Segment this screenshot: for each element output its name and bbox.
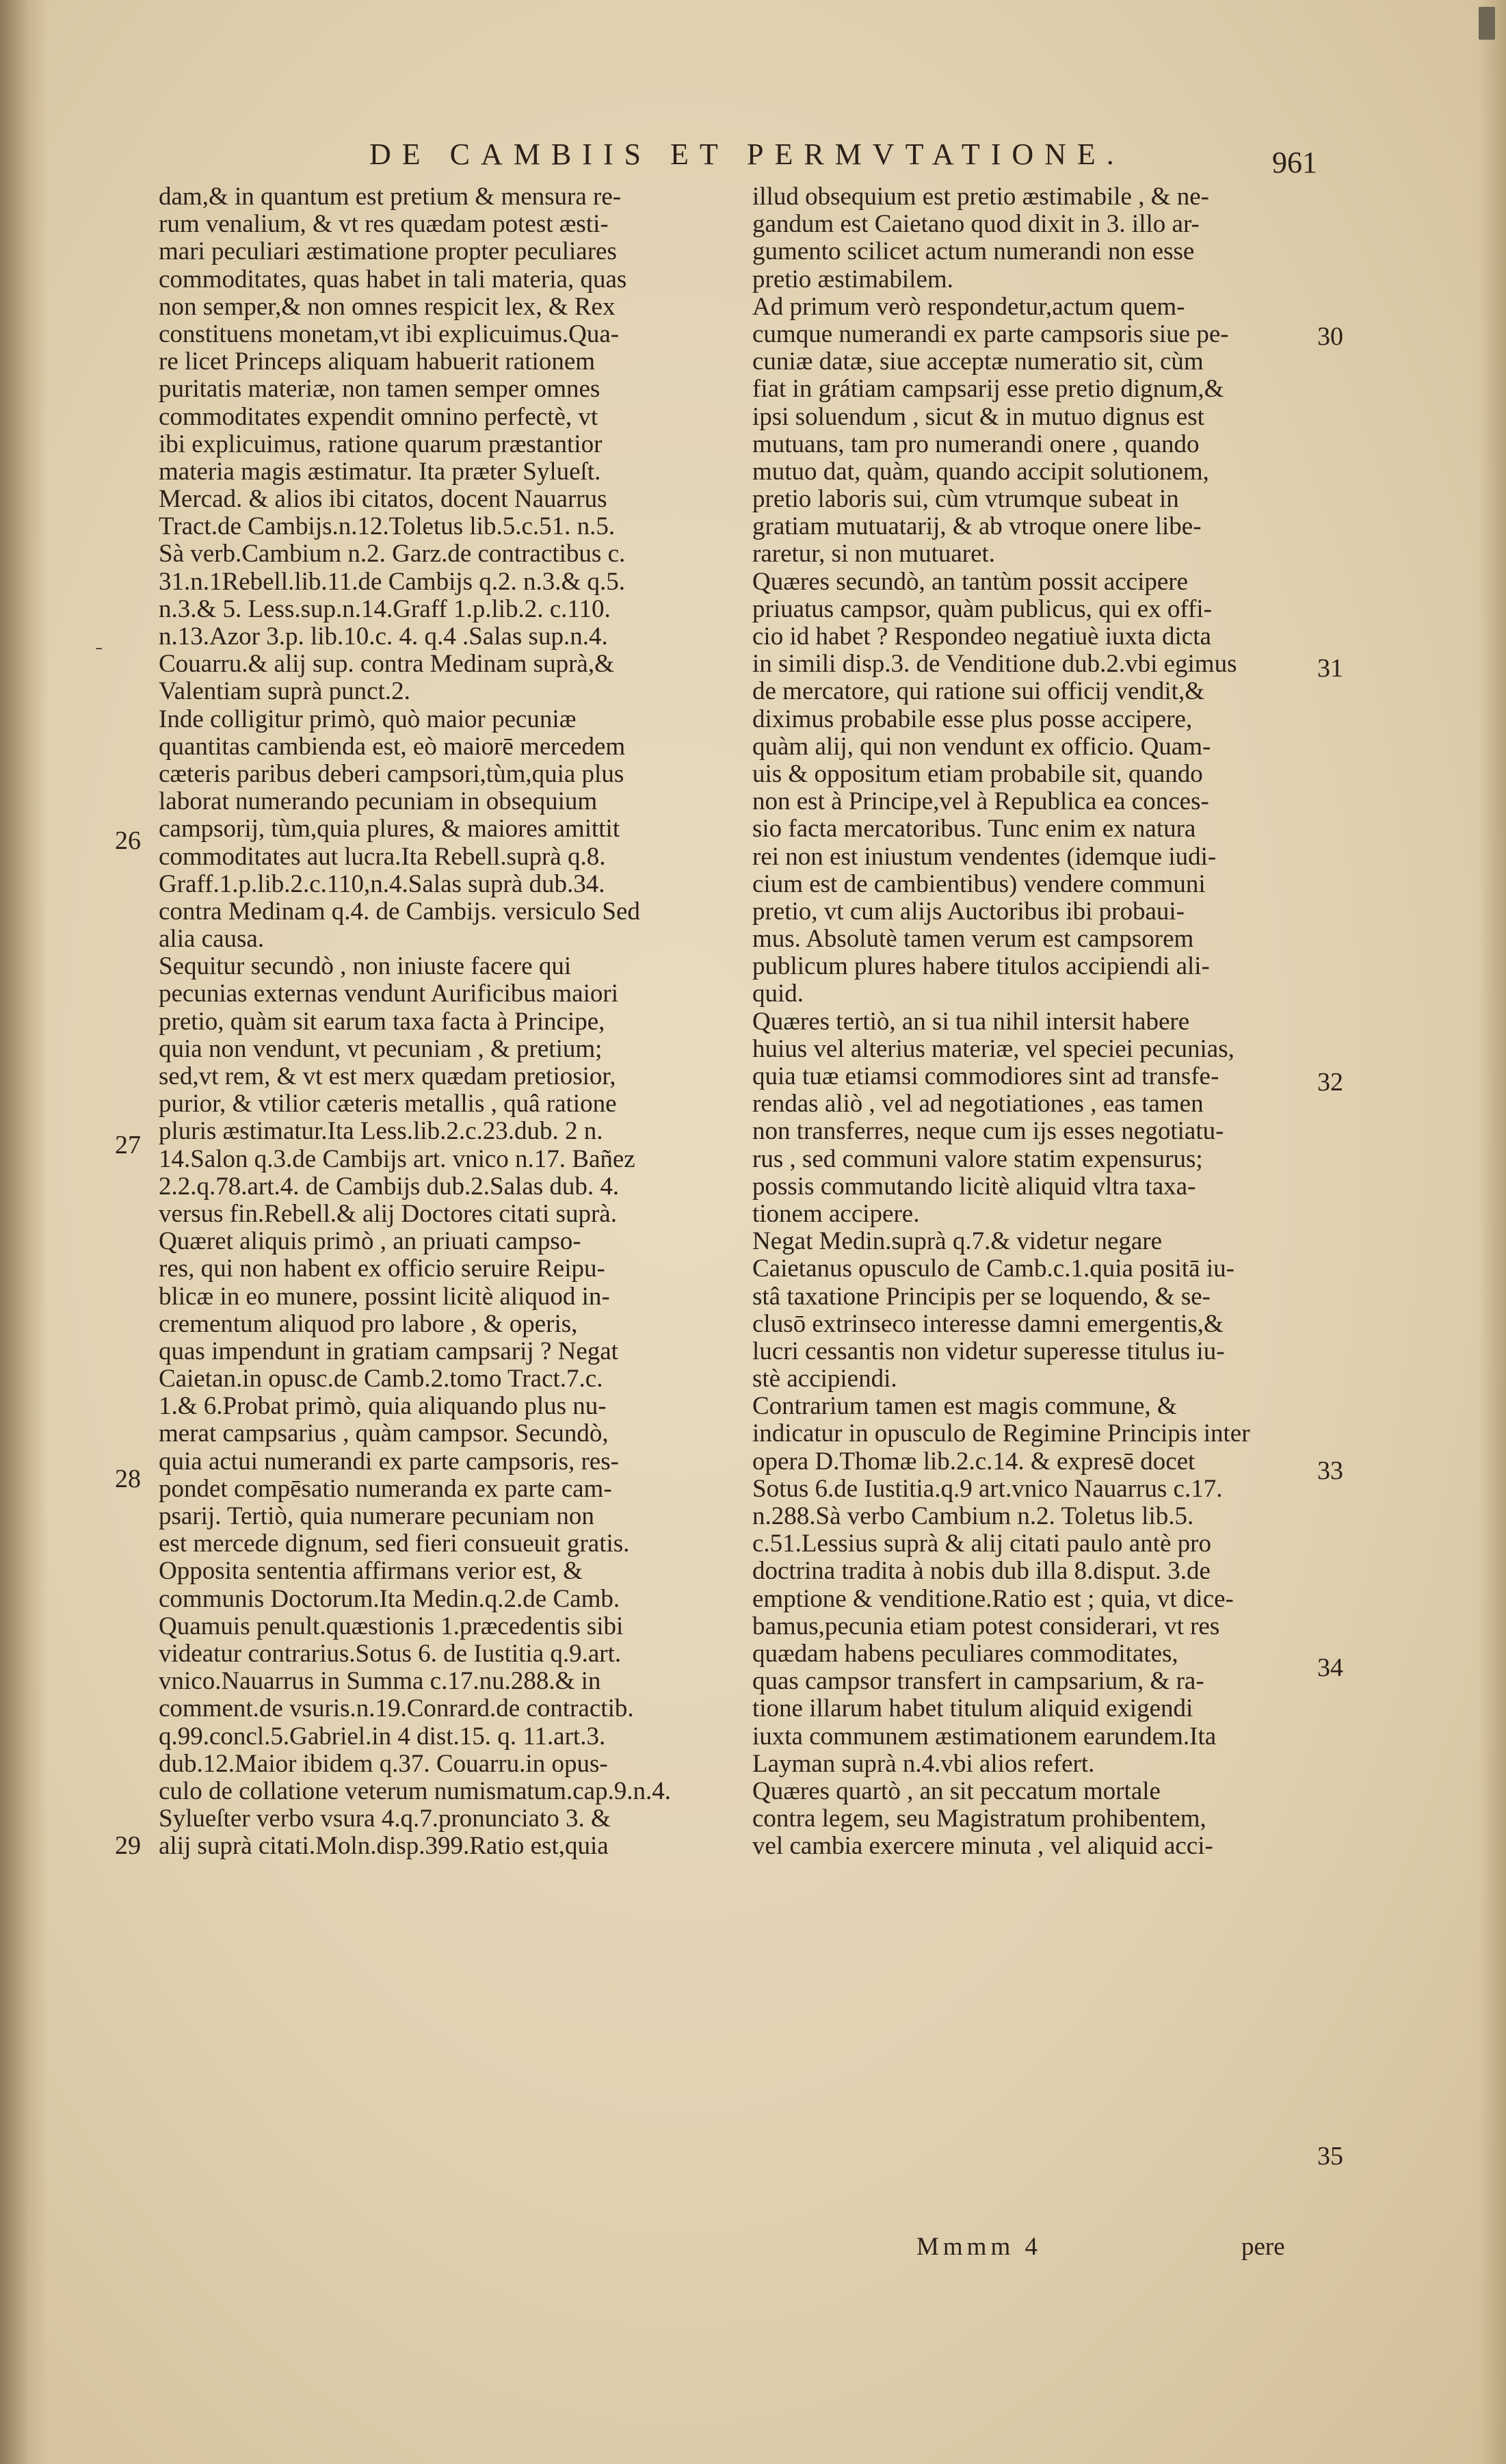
margin-number: 27 [115, 1131, 141, 1159]
text-line: diximus probabile esse plus posse accipere, [752, 705, 1193, 733]
text-line: doctrina tradita à nobis dub illa 8.disput. 3.de [752, 1558, 1211, 1586]
text-line: res, qui non habent ex officio seruire Reipu- [159, 1255, 605, 1283]
text-line: Quæres tertiò, an si tua nihil intersit habere [752, 1008, 1190, 1036]
text-line: rendas aliò , vel ad negotiationes , eas tamen [752, 1090, 1204, 1118]
text-line: Sylueſter verbo vsura 4.q.7.pronunciato 3. & [159, 1805, 611, 1833]
text-line: comment.de vsuris.n.19.Conrard.de contractib. [159, 1695, 634, 1723]
text-line: quàm alij, qui non vendunt ex officio. Quam- [752, 733, 1211, 761]
text-line: psarij. Tertiò, quia numerare pecuniam non [159, 1503, 594, 1530]
text-line: cumque numerandi ex parte campsoris siue pe- [752, 320, 1229, 348]
text-line: iuxta communem æstimationem earundem.Ita [752, 1722, 1217, 1751]
text-line: constituens monetam,vt ibi explicuimus.Qua- [159, 320, 620, 348]
text-line: pretio æstimabilem. [752, 265, 953, 293]
text-line: mutuo dat, quàm, quando accipit solutionem, [752, 458, 1209, 486]
text-line: contra Medinam q.4. de Cambijs. versiculo Sed [159, 897, 640, 926]
text-line: cium est de cambientibus) vendere communi [752, 870, 1206, 898]
text-line: fiat in grátiam campsarij esse pretio dignum,& [752, 376, 1224, 404]
margin-number: 31 [1317, 654, 1343, 683]
text-line: opera D.Thomæ lib.2.c.14. & expresē docet [752, 1447, 1195, 1476]
text-line: est mercede dignum, sed fieri consueuit gratis. [159, 1530, 630, 1558]
text-line: rum venalium, & vt res quædam potest æsti- [159, 211, 609, 239]
text-line: gratiam mutuatarij, & ab vtroque onere libe- [752, 513, 1202, 541]
text-line: Ad primum verò respondetur,actum quem- [752, 293, 1185, 321]
text-line: alij suprà citati.Moln.disp.399.Ratio est,quia [159, 1833, 609, 1861]
text-line: quas campsor transfert in campsarium, & ra- [752, 1668, 1204, 1696]
text-line: quia non vendunt, vt pecuniam , & pretium; [159, 1035, 603, 1063]
text-line: Mercad. & alios ibi citatos, docent Nauarrus [159, 486, 607, 514]
text-line: commoditates expendit omnino perfectè, vt [159, 403, 598, 431]
page-number: 961 [1272, 146, 1317, 179]
text-line: Sotus 6.de Iustitia.q.9 art.vnico Nauarrus c.17. [752, 1475, 1223, 1503]
text-line: Quamuis penult.quæstionis 1.præcedentis sibi [159, 1612, 624, 1640]
text-line: tionem accipere. [752, 1200, 920, 1228]
text-line: dub.12.Maior ibidem q.37. Couarru.in opus- [159, 1750, 608, 1778]
text-line: publicum plures habere titulos accipiendi ali- [752, 953, 1210, 981]
text-line: 1.& 6.Probat primò, quia aliquando plus nu- [159, 1393, 607, 1421]
text-line: vel cambia exercere minuta , vel aliquid acci- [752, 1833, 1213, 1861]
text-line: Tract.de Cambijs.n.12.Toletus lib.5.c.51. n.5. [159, 513, 616, 541]
text-line: Sequitur secundò , non iniuste facere qui [159, 953, 572, 981]
text-line: versus fin.Rebell.& alij Doctores citati suprà. [159, 1200, 617, 1228]
text-line: purior, & vtilior cæteris metallis , quâ ratione [159, 1090, 617, 1118]
text-line: mus. Absolutè tamen verum est campsorem [752, 926, 1194, 954]
text-line: crementum aliquod pro labore , & operis, [159, 1310, 578, 1338]
text-line: c.51.Lessius suprà & alij citati paulo antè pro [752, 1530, 1211, 1558]
text-line: possis commutando licitè aliquid vltra taxa- [752, 1172, 1196, 1201]
text-line: Valentiam suprà punct.2. [159, 678, 410, 706]
text-line: Quæres secundò, an tantùm possit accipere [752, 568, 1189, 596]
text-line: re licet Princeps aliquam habuerit rationem [159, 348, 596, 376]
text-line: 2.2.q.78.art.4. de Cambijs dub.2.Salas dub. 4. [159, 1172, 620, 1201]
text-line: pondet compēsatio numeranda ex parte cam- [159, 1475, 612, 1503]
page-gutter-shadow [0, 0, 48, 2464]
text-line: clusō extrinseco interesse damni emergentis,& [752, 1310, 1224, 1338]
text-line: Quæret aliquis primò , an priuati campso- [159, 1228, 581, 1256]
running-head: DE CAMBIIS ET PERMVTATIONE. [369, 137, 1125, 171]
text-line: pluris æstimatur.Ita Less.lib.2.c.23.dub. 2 n. [159, 1118, 603, 1146]
text-line: sed,vt rem, & vt est merx quædam pretiosior, [159, 1063, 616, 1090]
text-line: laborat numerando pecuniam in obsequium [159, 788, 598, 816]
text-line: de mercatore, qui ratione sui officij vendit,& [752, 678, 1204, 706]
text-line: mari peculiari æstimatione propter peculiares [159, 238, 617, 266]
text-line: videatur contrarius.Sotus 6. de Iustitia q.9.art. [159, 1640, 622, 1668]
margin-number: 34 [1317, 1653, 1343, 1682]
text-line: cio id habet ? Respondeo negatiuè iuxta dicta [752, 623, 1211, 651]
text-line: vnico.Nauarrus in Summa c.17.nu.288.& in [159, 1668, 601, 1696]
text-line: pretio laboris sui, cùm vtrumque subeat in [752, 486, 1179, 514]
text-line: Graff.1.p.lib.2.c.110,n.4.Salas suprà dub.34. [159, 870, 605, 898]
text-line: uis & oppositum etiam probabile sit, quando [752, 760, 1203, 788]
text-line: pecunias externas vendunt Aurificibus maiori [159, 980, 618, 1008]
text-line: Contrarium tamen est magis commune, & [752, 1393, 1177, 1421]
text-line: ipsi soluendum , sicut & in mutuo dignus est [752, 403, 1204, 431]
text-line: raretur, si non mutuaret. [752, 540, 996, 568]
left-text-column [159, 183, 721, 1860]
text-line: quia tuæ etiamsi commodiores sint ad transfe- [752, 1063, 1219, 1090]
text-line: Caietanus opusculo de Camb.c.1.quia positā iu- [752, 1255, 1234, 1283]
text-line: bamus,pecunia etiam potest considerari, vt res [752, 1612, 1220, 1640]
text-line: non semper,& non omnes respicit lex, & Rex [159, 293, 616, 321]
text-line: huius vel alterius materiæ, vel speciei pecunias, [752, 1035, 1234, 1063]
margin-number: 33 [1317, 1456, 1343, 1485]
text-line: quas impendunt in gratiam campsarij ? Negat [159, 1337, 618, 1365]
text-line: non est à Principe,vel à Republica ea conces- [752, 788, 1209, 816]
text-line: Sà verb.Cambium n.2. Garz.de contractibus c. [159, 540, 626, 568]
text-line: in simili disp.3. de Venditione dub.2.vbi egimus [752, 651, 1237, 679]
text-line: Caietan.in opusc.de Camb.2.tomo Tract.7.c. [159, 1365, 603, 1393]
margin-number: 26 [115, 826, 141, 855]
text-line: rei non est iniustum vendentes (idemque iudi- [752, 843, 1217, 871]
text-line: puritatis materiæ, non tamen semper omnes [159, 376, 600, 404]
text-line: pretio, vt cum alijs Auctoribus ibi probaui- [752, 897, 1185, 926]
text-line: Couarru.& alij sup. contra Medinam suprà,& [159, 651, 614, 679]
scan-corner-mark [1479, 7, 1495, 40]
margin-number: 29 [115, 1831, 141, 1860]
text-line: Negat Medin.suprà q.7.& videtur negare [752, 1228, 1163, 1256]
text-line: Layman suprà n.4.vbi alios refert. [752, 1750, 1095, 1778]
margin-number: 28 [115, 1465, 141, 1493]
text-line: cuniæ datæ, siue acceptæ numeratio sit, cùm [752, 348, 1204, 376]
text-line: commoditates aut lucra.Ita Rebell.suprà q.8. [159, 843, 606, 871]
text-line: quantitas cambienda est, eò maiorē mercedem [159, 733, 626, 761]
text-line: n.13.Azor 3.p. lib.10.c. 4. q.4 .Salas sup.n.4. [159, 623, 608, 651]
text-line: blicæ in eo munere, possint licitè aliquod in- [159, 1283, 610, 1311]
text-line: cæteris paribus deberi campsori,tùm,quia plus [159, 760, 624, 788]
text-line: illud obsequium est pretio æstimabile , & ne- [752, 183, 1209, 211]
text-line: sio facta mercatoribus. Tunc enim ex natura [752, 815, 1196, 843]
text-line: emptione & venditione.Ratio est ; quia, vt dice- [752, 1585, 1234, 1613]
signature-mark: Mmmm 4 [916, 2233, 1042, 2261]
margin-number: 30 [1317, 322, 1343, 351]
text-line: q.99.concl.5.Gabriel.in 4 dist.15. q. 11.art.3. [159, 1722, 606, 1751]
text-line: merat campsarius , quàm campsor. Secundò, [159, 1420, 609, 1448]
text-line: materia magis æstimatur. Ita præter Sylueſt. [159, 458, 601, 486]
text-line: 14.Salon q.3.de Cambijs art. vnico n.17. Bañez [159, 1145, 635, 1173]
page-edge-shadow [1479, 0, 1506, 2464]
text-line: contra legem, seu Magistratum prohibentem, [752, 1805, 1206, 1833]
text-line: Inde colligitur primò, quò maior pecuniæ [159, 705, 577, 733]
text-line: Opposita sententia affirmans verior est, & [159, 1558, 583, 1586]
right-text-column [752, 183, 1313, 1860]
text-line: gandum est Caietano quod dixit in 3. illo ar- [752, 211, 1200, 239]
text-line: commoditates, quas habet in tali materia, quas [159, 265, 627, 293]
text-line: lucri cessantis non videtur superesse titulus iu- [752, 1337, 1225, 1365]
catchword: pere [1241, 2233, 1285, 2261]
text-line: alia causa. [159, 926, 265, 954]
text-line: stâ taxatione Principis per se loquendo, & se- [752, 1283, 1211, 1311]
text-line: ibi explicuimus, ratione quarum præstantior [159, 430, 603, 458]
text-line: Quæres quartò , an sit peccatum mortale [752, 1777, 1161, 1805]
text-line: campsorij, tùm,quia plures, & maiores amittit [159, 815, 620, 843]
margin-number: 32 [1317, 1068, 1343, 1097]
text-line: indicatur in opusculo de Regimine Principis inter [752, 1420, 1250, 1448]
text-line: 31.n.1Rebell.lib.11.de Cambijs q.2. n.3.& q.5. [159, 568, 626, 596]
text-line: n.3.& 5. Less.sup.n.14.Graff 1.p.lib.2. c.110. [159, 595, 611, 623]
marginal-dash-mark: ˍ [96, 630, 103, 651]
text-line: culo de collatione veterum numismatum.cap.9.n.4. [159, 1777, 672, 1805]
text-line: dam,& in quantum est pretium & mensura re- [159, 183, 622, 211]
text-line: non transferres, neque cum ijs esses negotiatu- [752, 1118, 1224, 1146]
text-line: n.288.Sà verbo Cambium n.2. Toletus lib.5. [752, 1503, 1194, 1530]
margin-number: 35 [1317, 2142, 1343, 2171]
text-line: rus , sed communi valore statim expensurus; [752, 1145, 1203, 1173]
text-line: tione illarum habet titulum aliquid exigendi [752, 1695, 1193, 1723]
text-line: communis Doctorum.Ita Medin.q.2.de Camb. [159, 1585, 620, 1613]
text-line: pretio, quàm sit earum taxa facta à Principe, [159, 1008, 605, 1036]
text-line: stè accipiendi. [752, 1365, 897, 1393]
text-line: quia actui numerandi ex parte campsoris, res- [159, 1447, 619, 1476]
text-line: priuatus campsor, quàm publicus, qui ex offi- [752, 595, 1212, 623]
text-line: quid. [752, 980, 804, 1008]
text-line: mutuans, tam pro numerandi onere , quando [752, 430, 1200, 458]
text-line: gumento scilicet actum numerandi non esse [752, 238, 1195, 266]
text-line: quædam habens peculiares commoditates, [752, 1640, 1178, 1668]
